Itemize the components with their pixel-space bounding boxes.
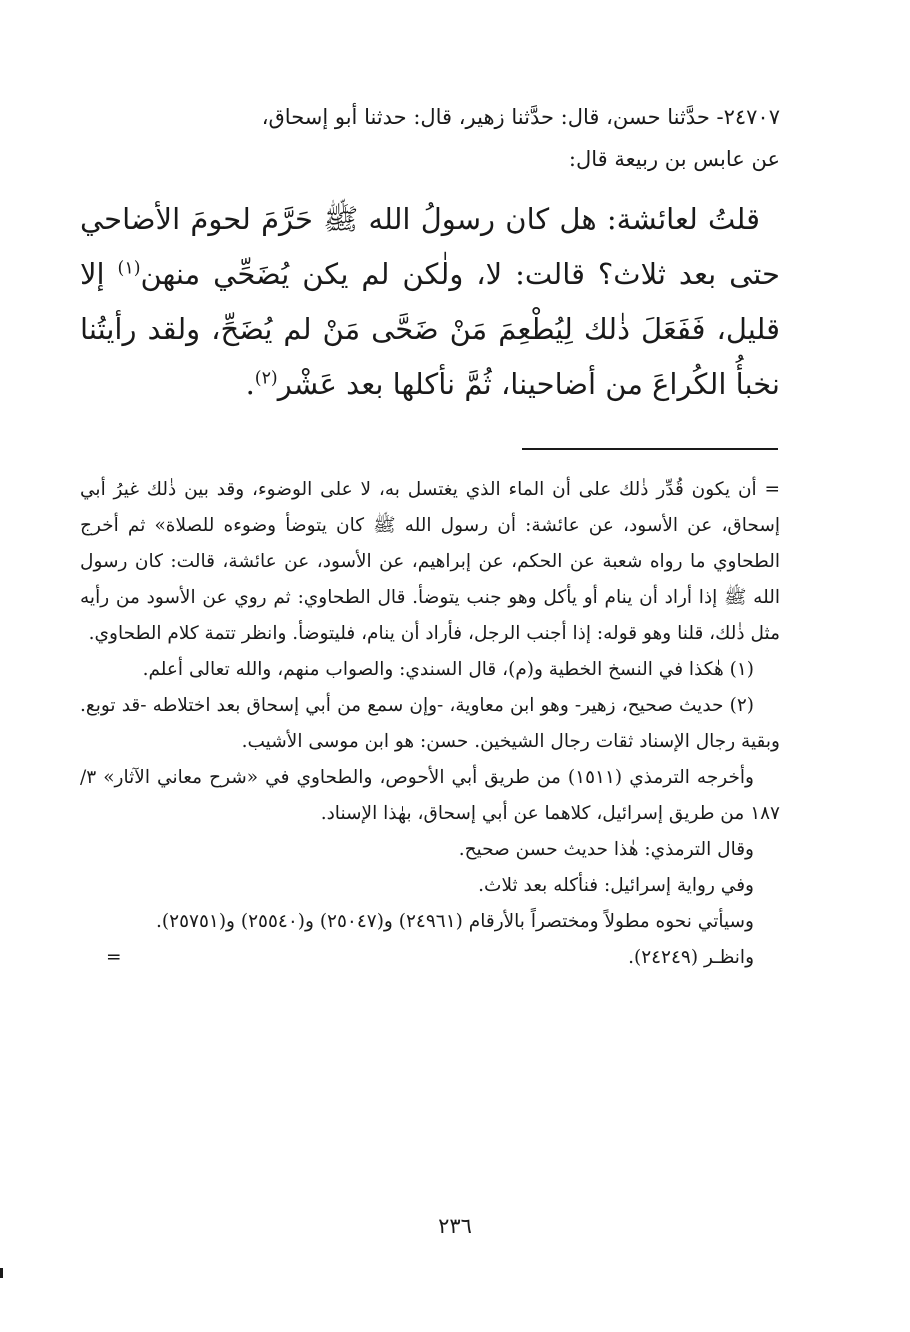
hadith-isnad <box>80 96 780 180</box>
footnote-ref-2: (٢) <box>254 368 278 389</box>
footnote-2-see-row <box>80 940 780 976</box>
scan-edge-mark <box>0 1268 3 1278</box>
footnote-2-see-also: وسيأتي نحوه مطولاً ومختصراً بالأرقام (٢٤٩٦١) و(٢٥٠٤٧) و(٢٥٥٤٠) و(٢٥٧٥١). <box>156 911 754 932</box>
footnote-1: (١) هٰكذا في النسخ الخطية و(م)، قال السندي: والصواب منهم، والله تعالى أعلم. <box>142 659 754 680</box>
matn-end-mark: . <box>245 367 255 401</box>
footnote-2-israil: وفي رواية إسرائيل: فنأكله بعد ثلاث. <box>478 875 754 896</box>
footnote-2: (٢) حديث صحيح، زهير- وهو ابن معاوية، -وإن سمع من أبي إسحاق بعد اختلاطه -قد توبع. وبقية رجال الإسناد ثقات رجال الشيخين. حسن: هو ابن موسى الأشيب. <box>80 695 780 752</box>
footnote-2-tirmidhi: وقال الترمذي: هٰذا حديث حسن صحيح. <box>458 839 754 860</box>
page-number: ٢٣٦ <box>438 1214 472 1238</box>
footnotes-section <box>80 472 780 976</box>
footnote-separator <box>522 448 778 450</box>
continues-next-page-mark: = <box>106 947 122 968</box>
isnad-line-1: ٢٤٧٠٧- حدَّثنا حسن، قال: حدَّثنا زهير، قال: حدثنا أبو إسحاق، <box>261 105 780 129</box>
hadith-matn <box>80 192 780 412</box>
footnote-continuation: = أن يكون قُدِّر ذٰلك على أن الماء الذي يغتسل به، لا على الوضوء، وقد بين ذٰلك غيرُ أبي إسحاق، عن الأسود، عن عائشة: أن رسول الله ﷺ كان يتوضأ وضوءه للصلاة» ثم أخرج الطحاوي ما رواه شعبة عن الحكم، عن إبراهيم، عن الأسود، عن عائشة، قالت: كان رسول الله ﷺ إذا أراد أن ينام أو يأكل وهو جنب يتوضأ. قال الطحاوي: ثم روي عن الأسود من رأيه مثل ذٰلك، قلنا وهو قوله: إذا أجنب الرجل، فأراد أن ينام، فليتوضأ. وانظر تتمة كلام الطحاوي. <box>80 479 780 644</box>
footnote-2-see: وانظـر (٢٤٢٤٩). <box>628 947 754 968</box>
footnote-2-takhrij: وأخرجه الترمذي (١٥١١) من طريق أبي الأحوص، والطحاوي في «شرح معاني الآثار» ٣/ ١٨٧ من طريق إسرائيل، كلاهما عن أبي إسحاق، بهٰذا الإسناد. <box>80 767 780 824</box>
matn-text-part-1: قلتُ لعائشة: هل كان رسولُ الله ﷺ حَرَّمَ لحومَ الأضاحي حتى بعد ثلاث؟ قالت: لا، ولٰكن لم يكن يُضَحِّي منهن <box>80 202 780 291</box>
isnad-line-2: عن عابس بن ربيعة قال: <box>568 147 780 171</box>
matn-text-part-2: إلا قليل، فَفَعَلَ ذٰلك لِيُطْعِمَ مَنْ ضَحَّى مَنْ لم يُضَحِّ، ولقد رأيتُنا نخبأُ الكُراعَ من أضاحينا، ثُمَّ نأكلها بعد عَشْر <box>80 257 780 401</box>
footnote-ref-1: (١) <box>117 258 141 279</box>
